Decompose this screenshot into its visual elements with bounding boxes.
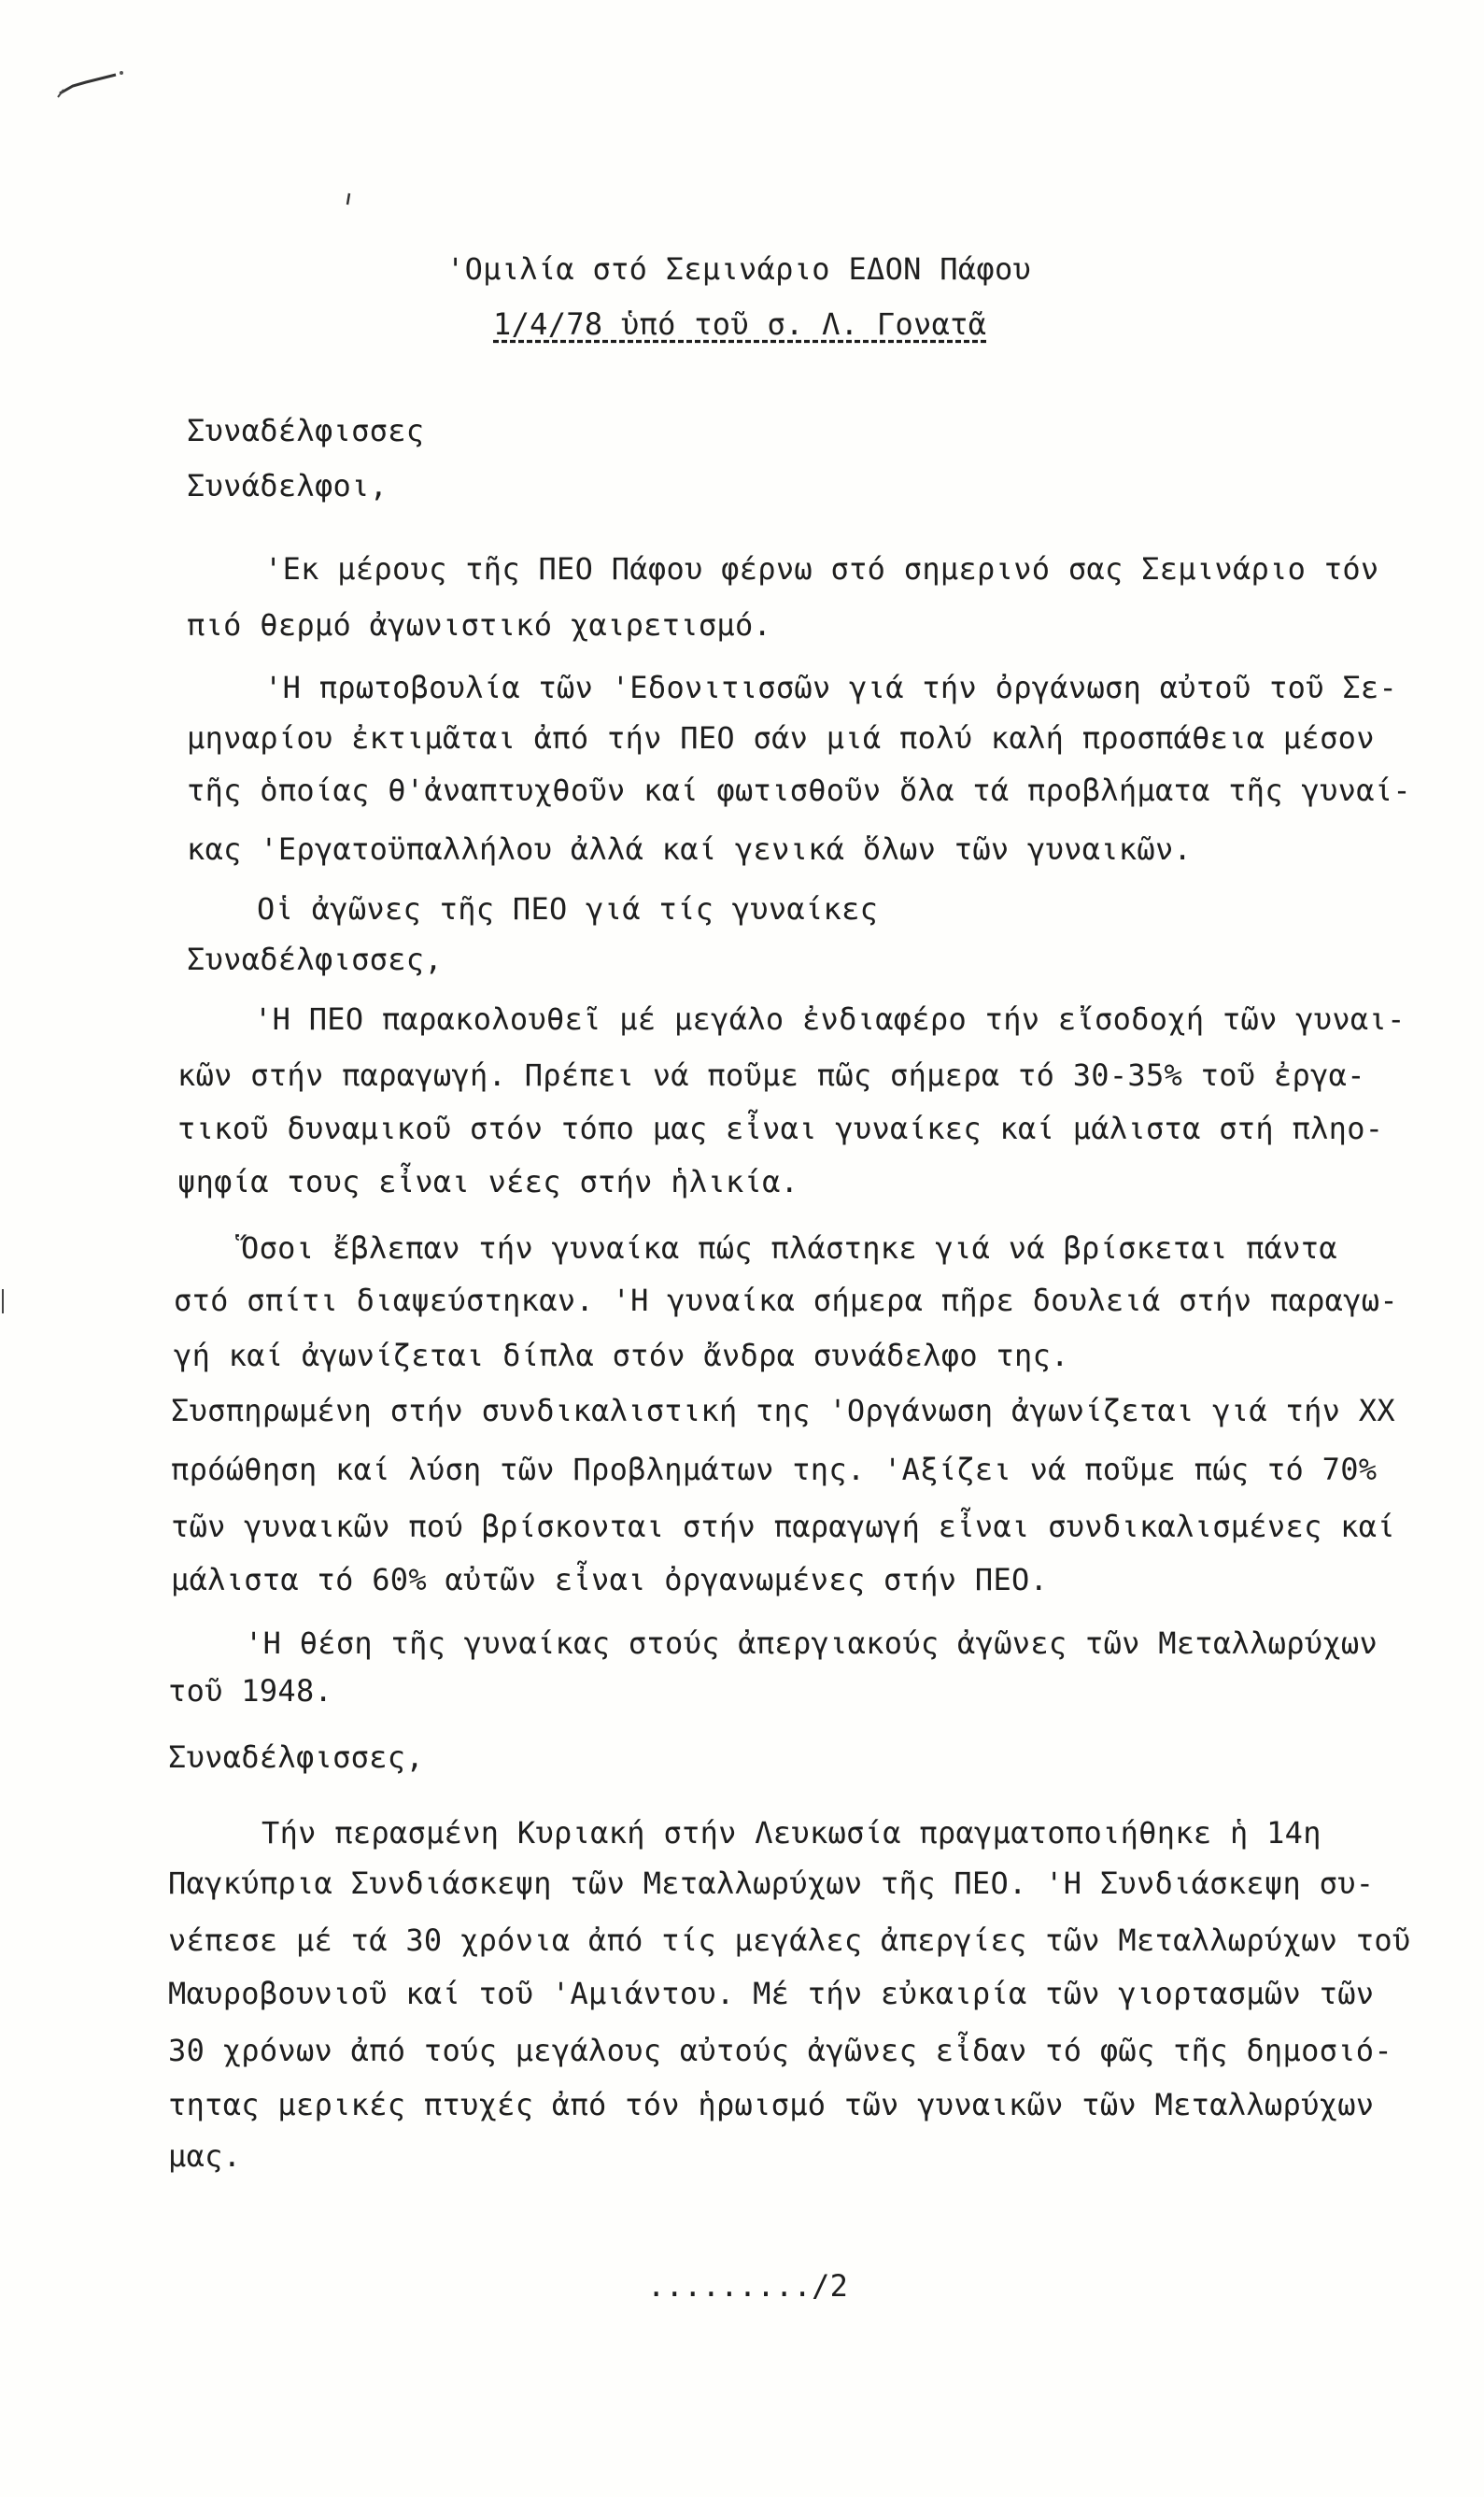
salutation: Συναδέλφισσες, [187,942,443,977]
text-line: Συσπηρωμένη στήν συνδικαλιστική της 'Οργάνωση ἀγωνίζεται γιά τήν ΧΧ [171,1393,1395,1428]
text-line: ψηφία τους εἶναι νέες στήν ἡλικία. [177,1164,799,1199]
text-line: τῆς ὁποίας θ'ἀναπτυχθοῦν καί φωτισθοῦν ὅλα τά προβλήματα τῆς γυναί- [187,773,1411,808]
text-line: κας 'Εργατοϋπαλλήλου ἀλλά καί γενικά ὅλων τῶν γυναικῶν. [187,831,1193,867]
text-line: μας. [168,2138,242,2174]
text-line: Τήν περασμένη Κυριακή στήν Λευκωσία πραγματοποιήθηκε ἡ 14η [261,1815,1321,1851]
text-line: πρόώθηση καί λύση τῶν Προβλημάτων της. 'Αξίζει νά ποῦμε πώς τό 70% [171,1452,1378,1487]
text-line: τῶν γυναικῶν πού βρίσκονται στήν παραγωγή εἶναι συνδικαλισμένες καί [171,1509,1395,1544]
text-line: 'Η ΠΕΟ παρακολουθεῖ μέ μεγάλο ἐνδιαφέρο τήν εἴσοδοχή τῶν γυναι- [254,1001,1406,1037]
salutation: Συναδέλφισσες [187,413,425,448]
text-line: Ὅσοι ἔβλεπαν τήν γυναίκα πώς πλάστηκε γιά νά βρίσκεται πάντα [241,1230,1337,1266]
salutation: Συνάδελφοι, [187,468,389,504]
salutation: Συναδέλφισσες, [168,1739,424,1775]
text-line: 30 χρόνων ἀπό τούς μεγάλους αὐτούς ἀγῶνες εἶδαν τό φῶς τῆς δημοσιό- [168,2033,1392,2068]
document-subtitle: 1/4/78 ὑπό τοῦ σ. Λ. Γονατᾶ [493,306,987,342]
text-line: πιό θερμό ἀγωνιστικό χαιρετισμό. [187,607,772,643]
text-line: Μαυροβουνιοῦ καί τοῦ 'Αμιάντου. Μέ τήν εὐκαιρία τῶν γιορτασμῶν τῶν [168,1976,1375,2011]
text-line: νέπεσε μέ τά 30 χρόνια ἀπό τίς μεγάλες ἀπεργίες τῶν Μεταλλωρύχων τοῦ [168,1922,1411,1958]
text-line: μηναρίου ἐκτιμᾶται ἀπό τήν ΠΕΟ σάν μιά πολύ καλή προσπάθεια μέσον [187,720,1375,756]
margin-mark-icon [0,1287,9,1315]
text-line: κῶν στήν παραγωγή. Πρέπει νά ποῦμε πῶς σήμερα τό 30-35% τοῦ ἐργα- [177,1057,1365,1093]
section-heading: τοῦ 1948. [168,1673,333,1709]
pen-mark-icon [54,65,129,103]
section-heading: Οἱ ἀγῶνες τῆς ΠΕΟ γιά τίς γυναίκες [257,891,879,927]
text-line: γή καί ἀγωνίζεται δίπλα στόν ἄνδρα συνάδελφο της. [174,1338,1069,1373]
stray-mark-icon [344,192,353,206]
text-line: μάλιστα τό 60% αὐτῶν εἶναι ὀργανωμένες στήν ΠΕΟ. [171,1562,1049,1597]
section-heading: 'Η θέση τῆς γυναίκας στούς ἀπεργιακούς ἀγῶνες τῶν Μεταλλωρύχων [245,1625,1378,1661]
text-line: Παγκύπρια Συνδιάσκεψη τῶν Μεταλλωρύχων τῆς ΠΕΟ. 'Η Συνδιάσκεψη συ- [168,1866,1375,1901]
text-line: τητας μερικές πτυχές ἀπό τόν ἡρωισμό τῶν γυναικῶν τῶν Μεταλλωρύχων [168,2087,1375,2122]
page-continuation-marker: ........./2 [647,2268,849,2304]
text-line: στό σπίτι διαψεύστηκαν. 'Η γυναίκα σήμερα πῆρε δουλειά στήν παραγω- [174,1283,1398,1318]
text-line: τικοῦ δυναμικοῦ στόν τόπο μας εἶναι γυναίκες καί μάλιστα στή πληο- [177,1111,1384,1146]
text-line: 'Η πρωτοβουλία τῶν 'Εδονιτισσῶν γιά τήν ὀργάνωση αὐτοῦ τοῦ Σε- [264,670,1398,705]
text-line: 'Εκ μέρους τῆς ΠΕΟ Πάφου φέρνω στό σημερινό σας Σεμινάριο τόν [264,551,1379,587]
document-title: 'Ομιλία στό Σεμινάριο ΕΔΟΝ Πάφου [446,251,1032,287]
